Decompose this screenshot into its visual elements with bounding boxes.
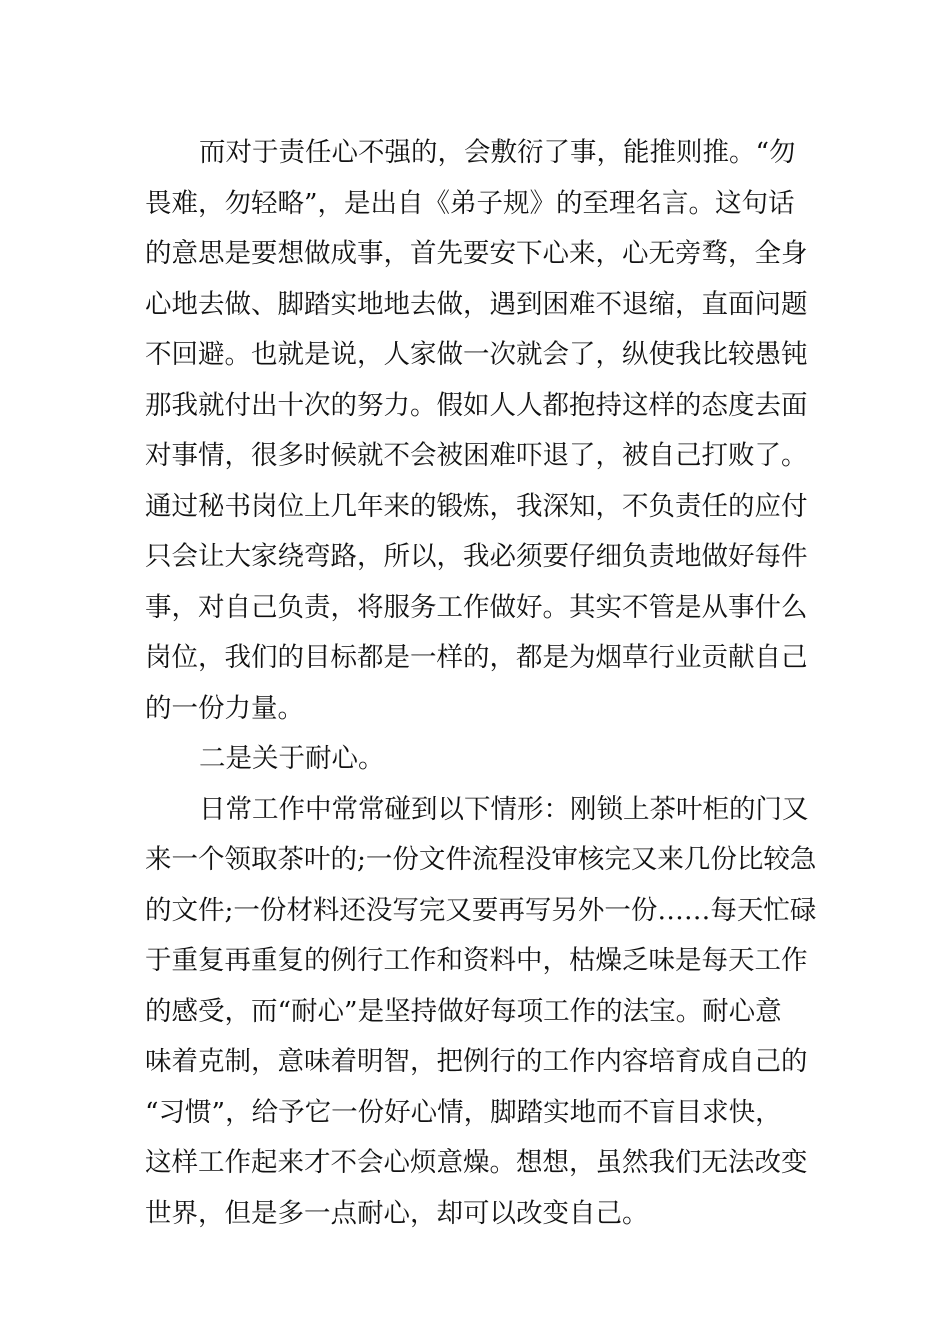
text-line: 的意思是要想做成事，首先要安下心来，心无旁骛，全身 <box>145 238 808 269</box>
text-line: 事，对自己负责，将服务工作做好。其实不管是从事什么 <box>145 591 808 623</box>
text-line: 来一个领取茶叶的;一份文件流程没审核完又来几份比较急 <box>145 844 817 875</box>
text-line: 日常工作中常常碰到以下情形：刚锁上茶叶柜的门又 <box>199 793 809 825</box>
text-line: 的感受，而“耐心”是坚持做好每项工作的法宝。耐心意 <box>145 995 782 1027</box>
text-line: 畏难，勿轻略”，是出自《弟子规》的至理名言。这句话 <box>145 187 795 219</box>
text-line: 只会让大家绕弯路，所以，我必须要仔细负责地做好每件 <box>145 541 808 572</box>
text-line: 于重复再重复的例行工作和资料中，枯燥乏味是每天工作 <box>145 945 808 976</box>
text-line: 心地去做、脚踏实地地去做，遇到困难不退缩，直面问题 <box>145 288 808 320</box>
text-line: 世界，但是多一点耐心，却可以改变自己。 <box>145 1197 649 1229</box>
text-line: 对事情，很多时候就不会被困难吓退了，被自己打败了。 <box>145 440 808 471</box>
text-line: 的文件;一份材料还没写完又要再写另外一份……每天忙碌 <box>145 894 817 926</box>
body-text <box>145 128 817 1239</box>
text-line: 这样工作起来才不会心烦意燥。想想，虽然我们无法改变 <box>145 1147 808 1178</box>
text-line: 岗位，我们的目标都是一样的，都是为烟草行业贡献自己 <box>145 642 808 673</box>
text-line: 不回避。也就是说，人家做一次就会了，纵使我比较愚钝 <box>145 339 808 370</box>
text-line: “习惯”，给予它一份好心情，脚踏实地而不盲目求快， <box>145 1096 782 1128</box>
text-line: 味着克制，意味着明智，把例行的工作内容培育成自己的 <box>145 1046 808 1077</box>
text-line: 的一份力量。 <box>145 692 304 724</box>
text-line: 那我就付出十次的努力。假如人人都抱持这样的态度去面 <box>145 389 808 421</box>
text-line: 通过秘书岗位上几年来的锻炼，我深知，不负责任的应付 <box>145 490 808 522</box>
section-heading: 二是关于耐心。 <box>199 743 385 774</box>
text-line: 而对于责任心不强的，会敷衍了事，能推则推。“勿 <box>199 137 796 168</box>
